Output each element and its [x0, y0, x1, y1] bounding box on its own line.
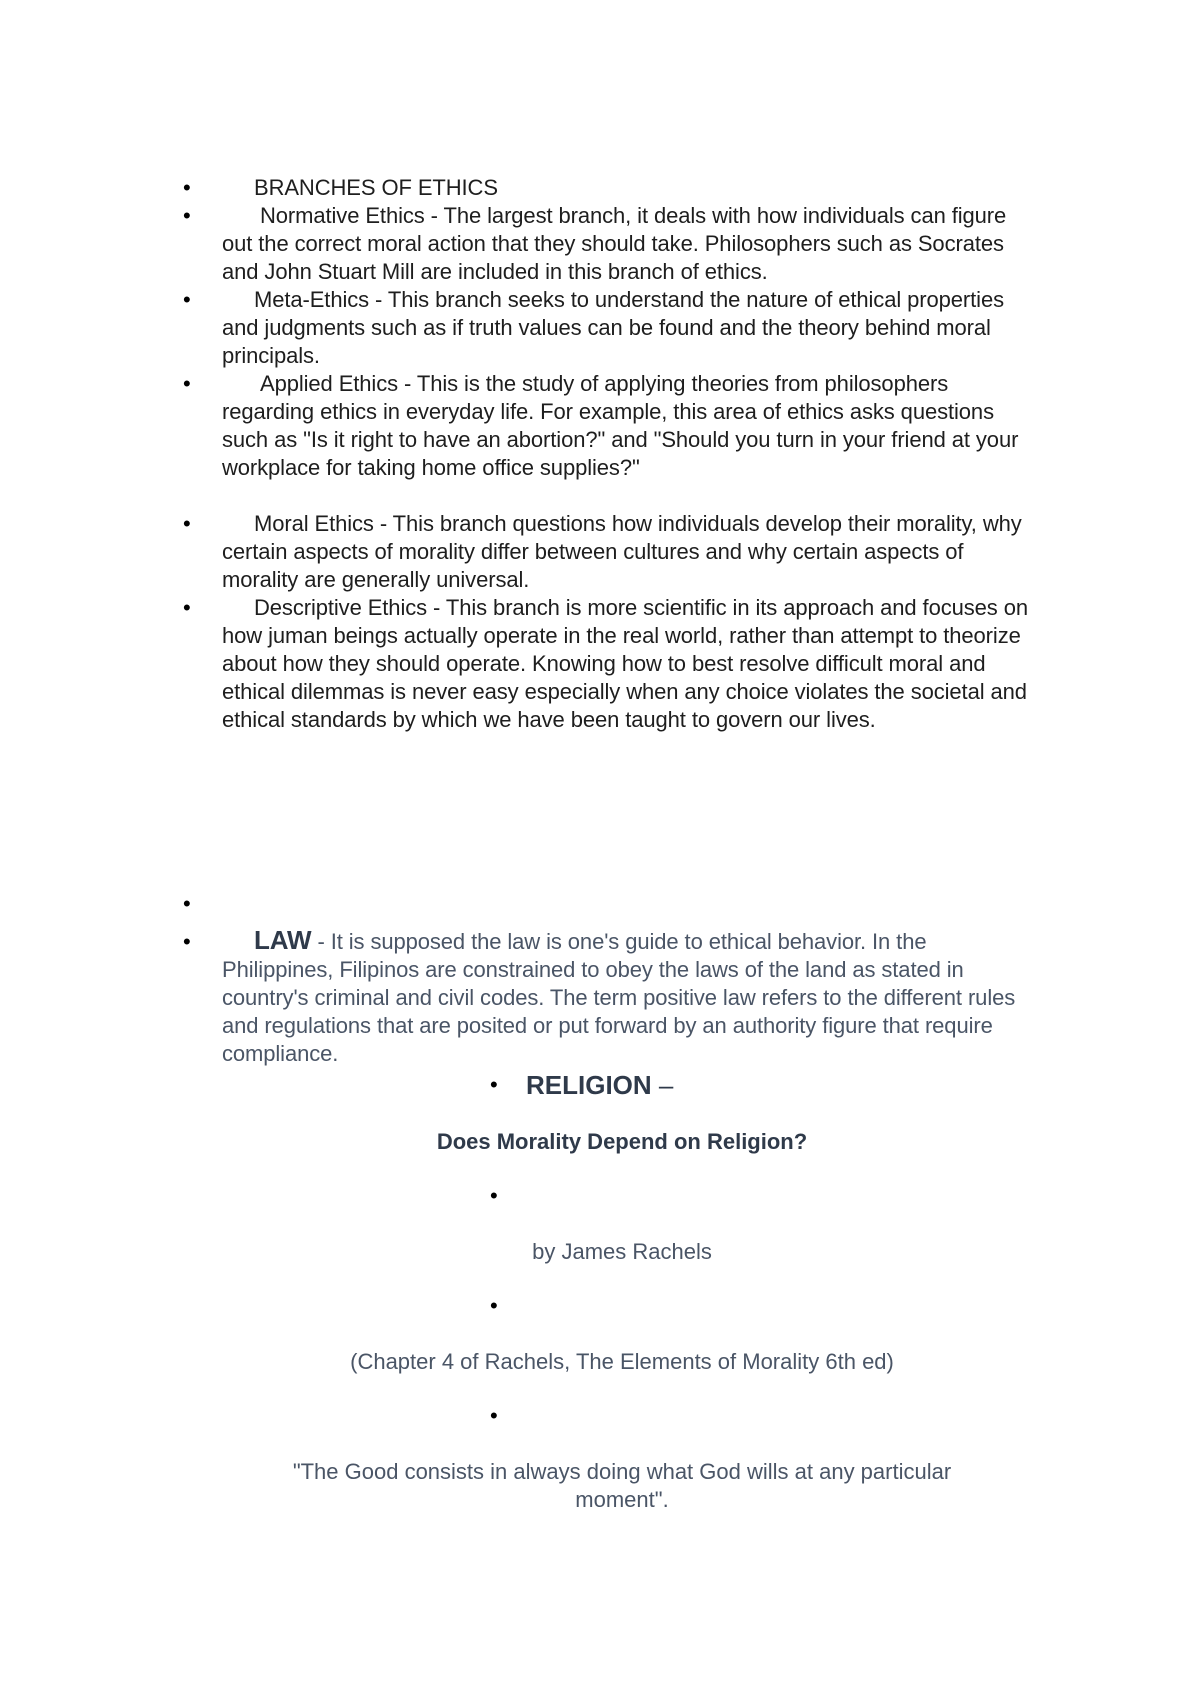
religion-subtitle: Does Morality Depend on Religion? — [436, 1129, 808, 1154]
law-body: - It is supposed the law is one's guide to ethical behavior. In the Philippines, Filipinos are constrained to obey the laws of the land as stated in country's criminal and civil codes. The term positive law refers to the different rules and regulations that are posited or put forward by an authority figure that require compliance. — [222, 929, 1016, 1066]
religion-dash: – — [651, 1070, 674, 1100]
bullet: • — [183, 929, 191, 954]
bullet: • — [490, 1072, 498, 1097]
bullet: • — [490, 1293, 498, 1318]
branch-item-descriptive: Descriptive Ethics - This branch is more scientific in its approach and focuses on how juman beings actually operate in the real world, rather than attempt to theorize about how they should operate. Knowing how to best resolve difficult moral and ethical dilemmas is never easy especially when any choice violates the societal and ethical standards by which we have been taught to govern our lives. — [222, 595, 1028, 732]
bullet: • — [183, 287, 191, 312]
bullet: • — [490, 1183, 498, 1208]
branch-item-applied: Applied Ethics - This is the study of applying theories from philosophers regarding ethics in everyday life. For example, this area of ethics asks questions such as "Is it right to have an abortion?" and "Should you turn in your friend at your workplace for taking home office supplies?" — [222, 371, 1019, 480]
bullet: • — [183, 175, 191, 200]
religion-title: RELIGION — [526, 1070, 652, 1100]
author-line: by James Rachels — [532, 1239, 712, 1264]
bullet: • — [183, 511, 191, 536]
branches-heading: BRANCHES OF ETHICS — [254, 175, 498, 200]
source-line: (Chapter 4 of Rachels, The Elements of Morality 6th ed) — [350, 1349, 894, 1374]
bullet: • — [183, 891, 191, 916]
branch-item-meta: Meta-Ethics - This branch seeks to understand the nature of ethical properties and judgments such as if truth values can be found and the theory behind moral principals. — [222, 287, 1004, 368]
bullet: • — [183, 203, 191, 228]
bullet: • — [183, 371, 191, 396]
bullet: • — [490, 1403, 498, 1428]
bullet: • — [183, 595, 191, 620]
law-title: LAW — [254, 925, 312, 955]
quote-line: "The Good consists in always doing what God wills at any particular moment". — [292, 1459, 952, 1512]
law-paragraph — [222, 926, 1040, 1068]
branch-item-moral: Moral Ethics - This branch questions how individuals develop their morality, why certain aspects of morality differ between cultures and why certain aspects of morality are generally universal. — [222, 511, 1022, 592]
religion-heading — [526, 1069, 673, 1101]
branch-item-normative: Normative Ethics - The largest branch, it deals with how individuals can figure out the correct moral action that they should take. Philosophers such as Socrates and John Stuart Mill are included in this branch of ethics. — [222, 203, 1007, 284]
